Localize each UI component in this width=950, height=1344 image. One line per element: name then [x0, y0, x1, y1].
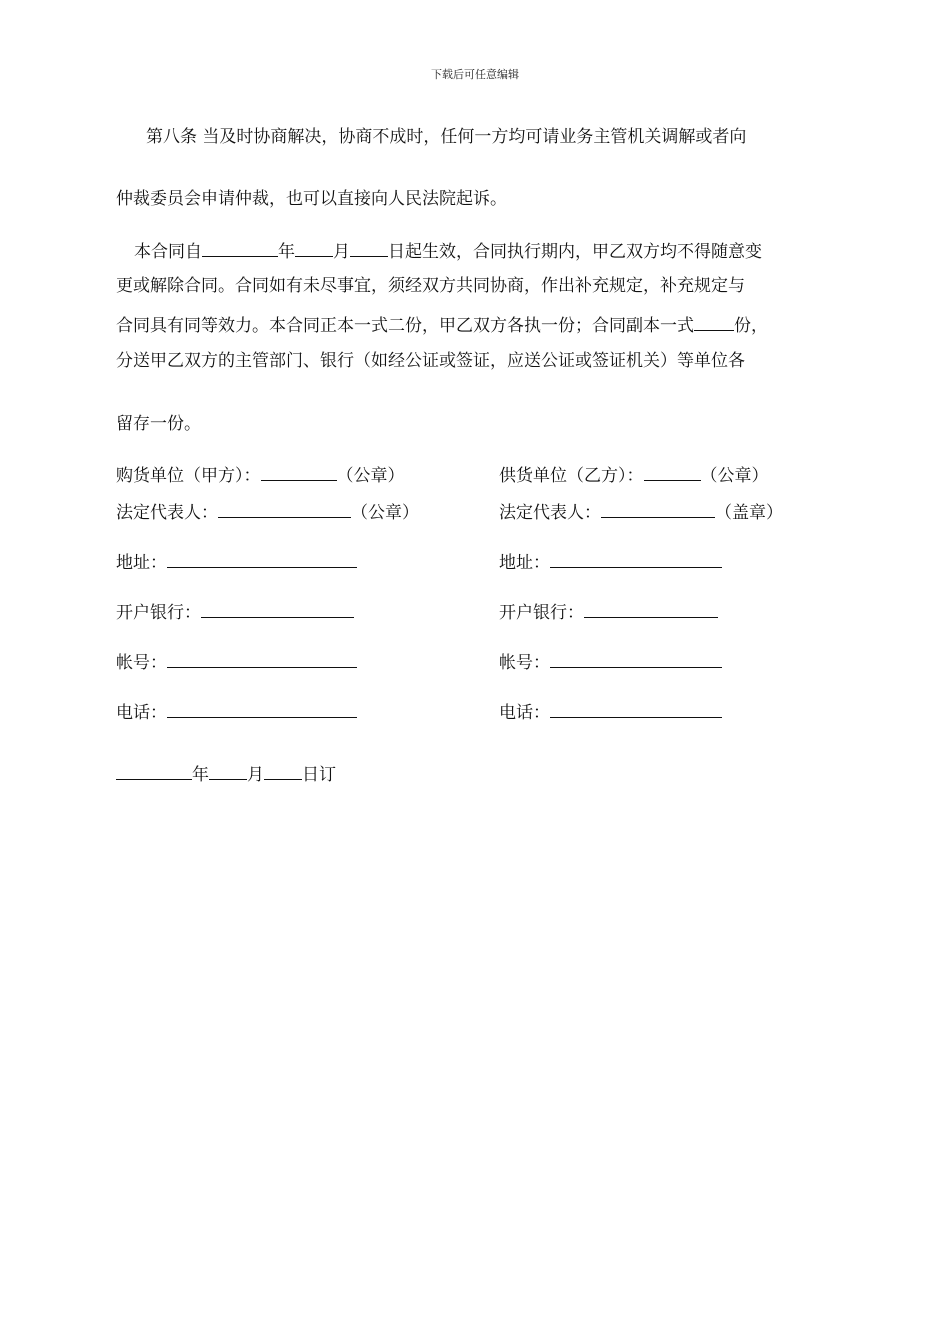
party-a-phone — [116, 701, 357, 723]
party-b-bank-blank — [584, 601, 718, 618]
effect-rest: 日起生效，合同执行期内，甲乙双方均不得随意变 — [388, 242, 762, 262]
party-b-address-label: 地址： — [499, 553, 550, 573]
effect-year-blank — [202, 240, 278, 257]
party-a-address-blank — [167, 551, 357, 568]
party-b-phone-label: 电话： — [499, 703, 550, 723]
party-a-address-label: 地址： — [116, 553, 167, 573]
effect-line4: 分送甲乙双方的主管部门、银行（如经公证或签证，应送公证或签证机关）等单位各 — [116, 351, 745, 371]
party-b-unit-blank — [644, 464, 701, 481]
party-a-bank-label: 开户银行： — [116, 603, 201, 623]
article8-text1: 第八条 当及时协商解决，协商不成时，任何一方均可请业务主管机关调解或者向 — [146, 127, 747, 147]
party-a-unit — [116, 464, 405, 486]
party-a-account — [116, 651, 357, 673]
effect-line2: 更或解除合同。合同如有未尽事宜，须经双方共同协商，作出补充规定，补充规定与 — [116, 276, 745, 296]
party-b-unit-label: 供货单位（乙方）： — [499, 466, 644, 486]
party-a-phone-label: 电话： — [116, 703, 167, 723]
party-b-unit — [499, 464, 769, 486]
page-header: 下载后可任意编辑 — [431, 68, 519, 81]
party-a-account-blank — [167, 651, 357, 668]
signing-month-label: 月 — [247, 765, 264, 785]
effect-year-label: 年 — [278, 242, 295, 262]
party-a-account-label: 帐号： — [116, 653, 167, 673]
party-a-rep-seal: （公章） — [351, 503, 419, 523]
party-a-rep-label: 法定代表人： — [116, 503, 218, 523]
effect-line3-suffix: 份， — [734, 316, 768, 336]
party-a-phone-blank — [167, 701, 357, 718]
party-b-unit-seal: （公章） — [700, 466, 769, 486]
party-b-account — [499, 651, 722, 673]
effect-prefix: 本合同自 — [134, 242, 202, 262]
party-a-unit-seal: （公章） — [336, 466, 405, 486]
effect-line3-prefix: 合同具有同等效力。本合同正本一式二份，甲乙双方各执一份；合同副本一式 — [116, 316, 694, 336]
party-a-rep — [116, 501, 419, 523]
party-a-bank — [116, 601, 354, 623]
signing-date — [116, 763, 336, 785]
article8-line1 — [116, 127, 836, 147]
effect-line3 — [116, 314, 836, 336]
party-a-bank-blank — [201, 601, 354, 618]
copies-blank — [694, 314, 734, 331]
signing-day-label: 日订 — [302, 765, 336, 785]
party-a-unit-blank — [261, 464, 337, 481]
party-b-rep-blank — [601, 501, 715, 518]
party-b-phone — [499, 701, 722, 723]
party-b-bank-label: 开户银行： — [499, 603, 584, 623]
signing-month-blank — [209, 763, 247, 780]
effect-month-blank — [295, 240, 333, 257]
signing-year-label: 年 — [192, 765, 209, 785]
signing-day-blank — [264, 763, 302, 780]
party-b-rep — [499, 501, 783, 523]
party-b-rep-seal: （盖章） — [715, 503, 783, 523]
party-b-account-blank — [550, 651, 722, 668]
party-b-address — [499, 551, 722, 573]
effect-line1 — [116, 240, 836, 262]
effect-month-label: 月 — [333, 242, 350, 262]
signing-year-blank — [116, 763, 192, 780]
party-a-unit-label: 购货单位（甲方）： — [116, 466, 261, 486]
party-b-phone-blank — [550, 701, 722, 718]
party-b-rep-label: 法定代表人： — [499, 503, 601, 523]
effect-line5: 留存一份。 — [116, 414, 201, 434]
party-a-rep-blank — [218, 501, 351, 518]
effect-day-blank — [350, 240, 388, 257]
party-b-address-blank — [550, 551, 722, 568]
party-b-account-label: 帐号： — [499, 653, 550, 673]
party-b-bank — [499, 601, 718, 623]
party-a-address — [116, 551, 357, 573]
article8-line2: 仲裁委员会申请仲裁，也可以直接向人民法院起诉。 — [116, 189, 507, 209]
